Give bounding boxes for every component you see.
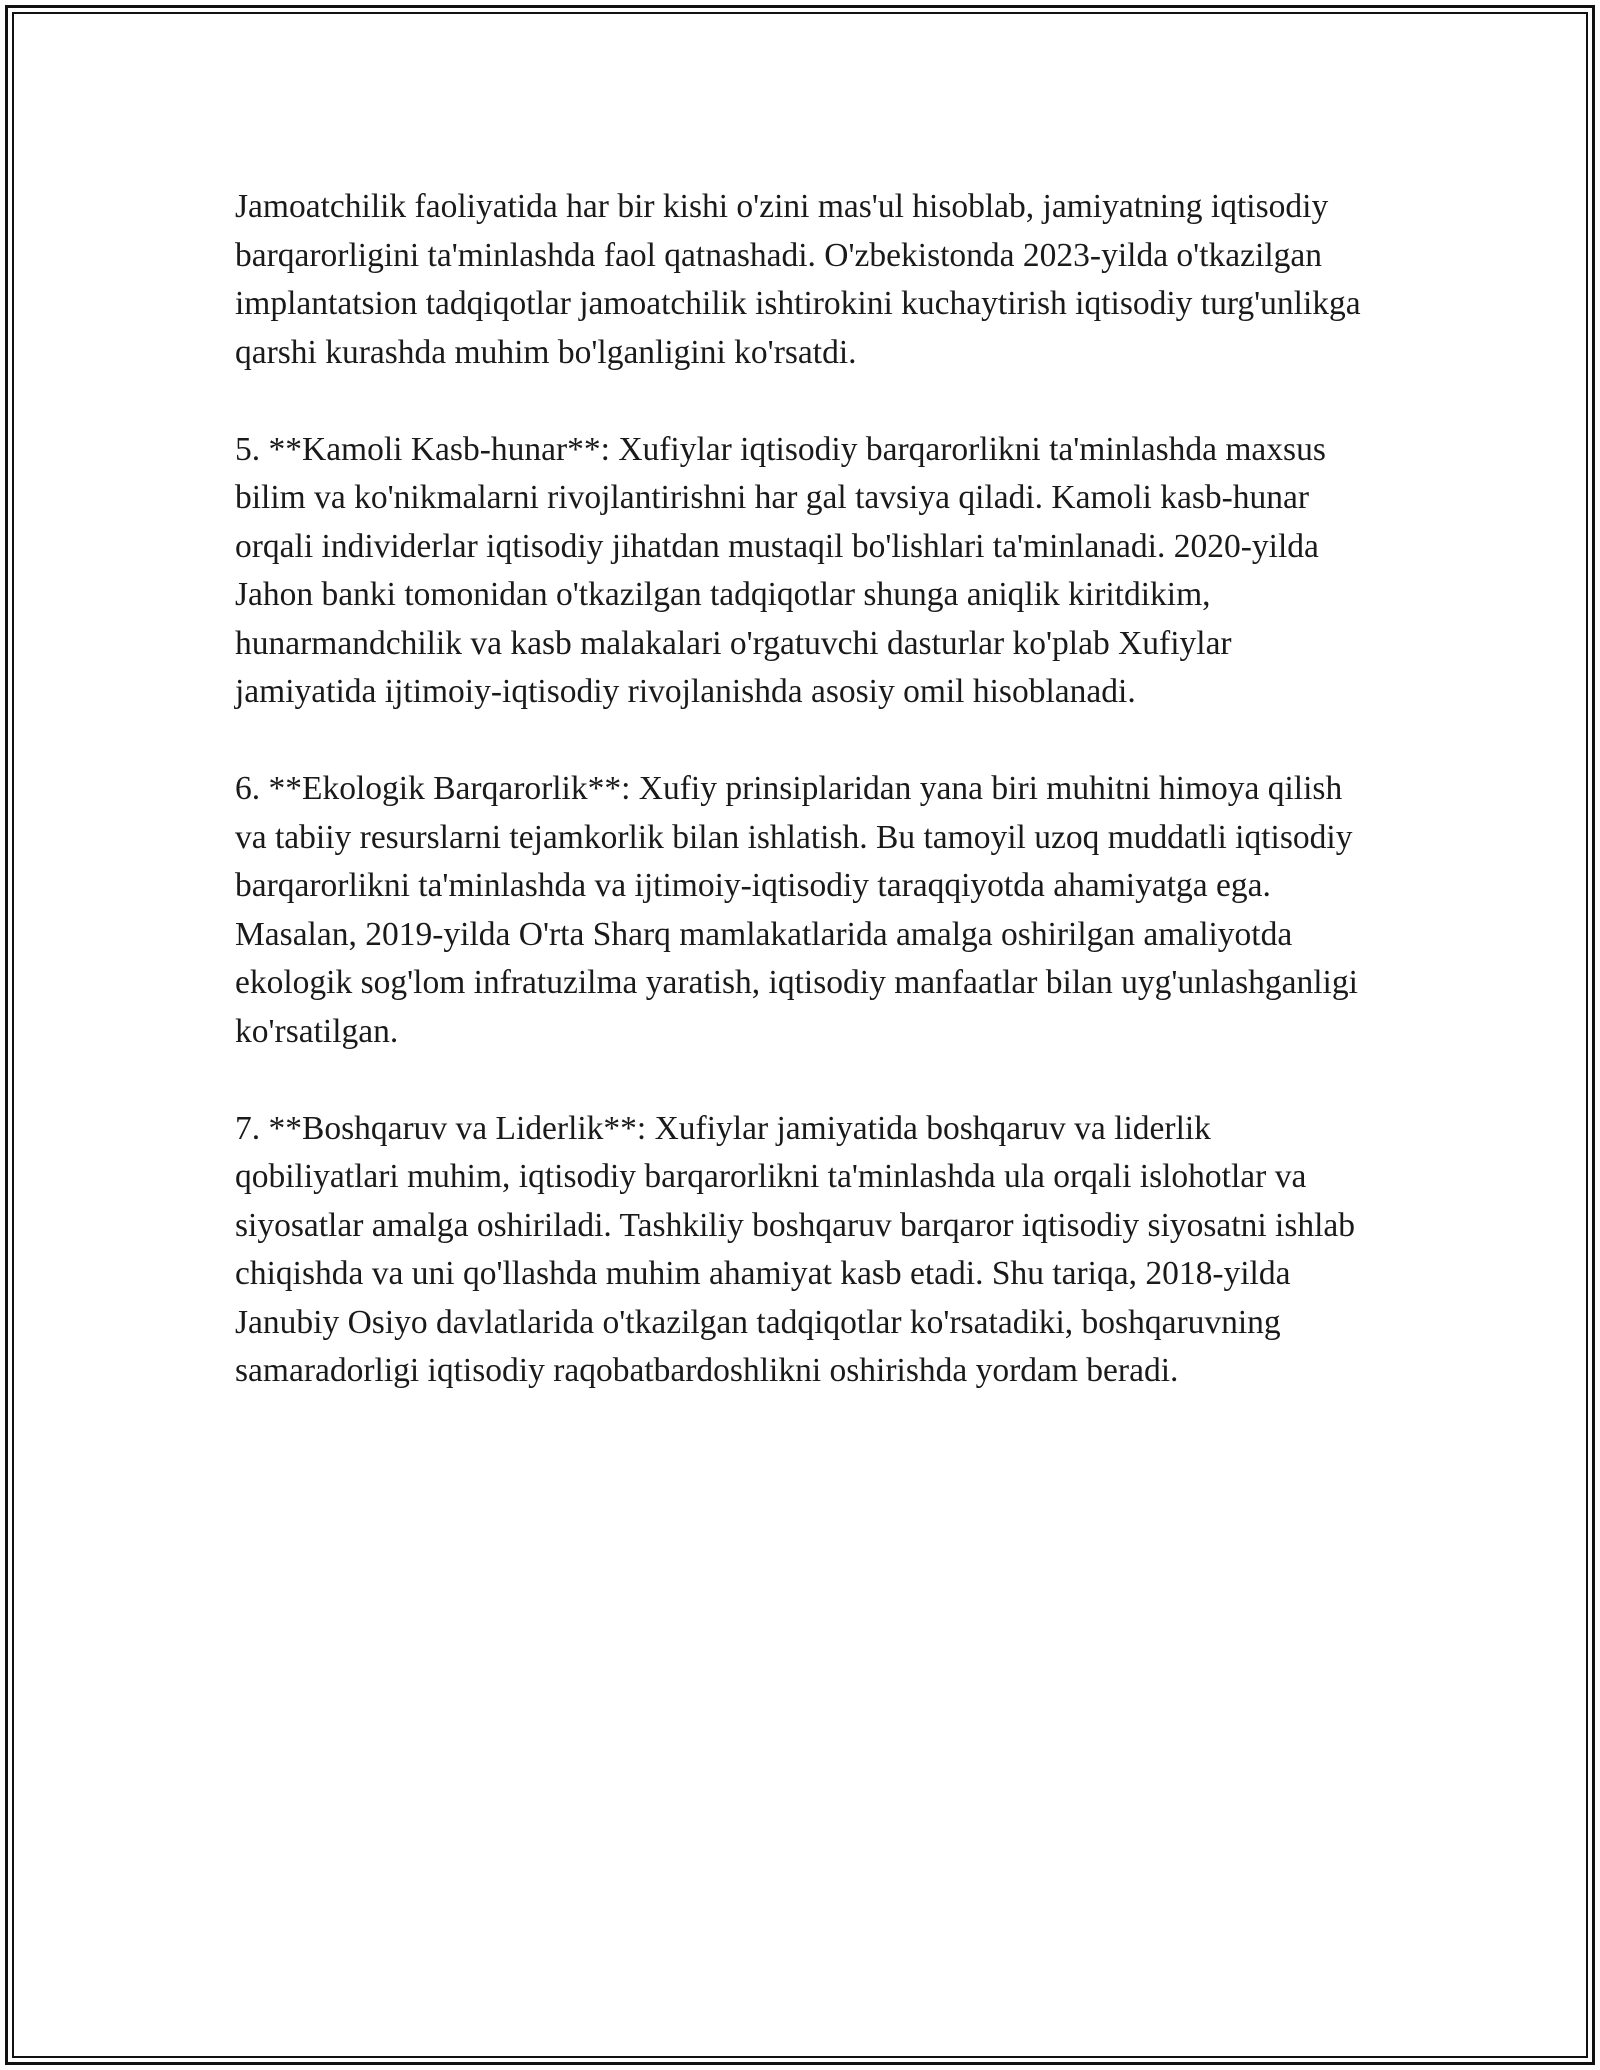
paragraph-public-participation: Jamoatchilik faoliyatida har bir kishi o'zini mas'ul hisoblab, jamiyatning iqtisodiy barqarorligini ta'minlashda faol qatnashadi. O'zbekistonda 2023-yilda o'tkazilgan implantatsion tadqiqotlar jamoatchilik ishtirokini kuchaytirish iqtisodiy turg'unlikga qarshi kurashda muhim bo'lganligini ko'rsatdi. (235, 188, 1361, 371)
paragraph-boshqaruv-va-liderlik: 7. **Boshqaruv va Liderlik**: Xufiylar jamiyatida boshqaruv va liderlik qobiliyatlari muhim, iqtisodiy barqarorlikni ta'minlashda ula orqali islohotlar va siyosatlar amalga oshiriladi. Tashkiliy boshqaruv barqaror iqtisodiy siyosatni ishlab chiqishda va uni qo'llashda muhim ahamiyat kasb etadi. Shu tariqa, 2018-yilda Janubiy Osiyo davlatlarida o'tkazilgan tadqiqotlar ko'rsatadiki, boshqaruvning samaradorligi iqtisodiy raqobatbardoshlikni oshirishda yordam beradi. (235, 1109, 1356, 1389)
paragraph-ekologik-barqarorlik: 6. **Ekologik Barqarorlik**: Xufiy prinsiplaridan yana biri muhitni himoya qilish va tabiiy resurslarni tejamkorlik bilan ishlatish. Bu tamoyil uzoq muddatli iqtisodiy barqarorlikni ta'minlashda va ijtimoiy-iqtisodiy taraqqiyotda ahamiyatga ega. Masalan, 2019-yilda O'rta Sharq mamlakatlarida amalga oshirilgan amaliyotda ekologik sog'lom infratuzilma yaratish, iqtisodiy manfaatlar bilan uyg'unlashganligi ko'rsatilgan. (235, 770, 1358, 1050)
document-body (235, 183, 1370, 1396)
paragraph-kamoli-kasb-hunar: 5. **Kamoli Kasb-hunar**: Xufiylar iqtisodiy barqarorlikni ta'minlashda maxsus bilim va ko'nikmalarni rivojlantirishni har gal tavsiya qiladi. Kamoli kasb-hunar orqali individerlar iqtisodiy jihatdan mustaqil bo'lishlari ta'minlanadi. 2020-yilda Jahon banki tomonidan o'tkazilgan tadqiqotlar shunga aniqlik kiritdikim, hunarmandchilik va kasb malakalari o'rgatuvchi dasturlar ko'plab Xufiylar jamiyatida ijtimoiy-iqtisodiy rivojlanishda asosiy omil hisoblanadi. (235, 430, 1326, 710)
